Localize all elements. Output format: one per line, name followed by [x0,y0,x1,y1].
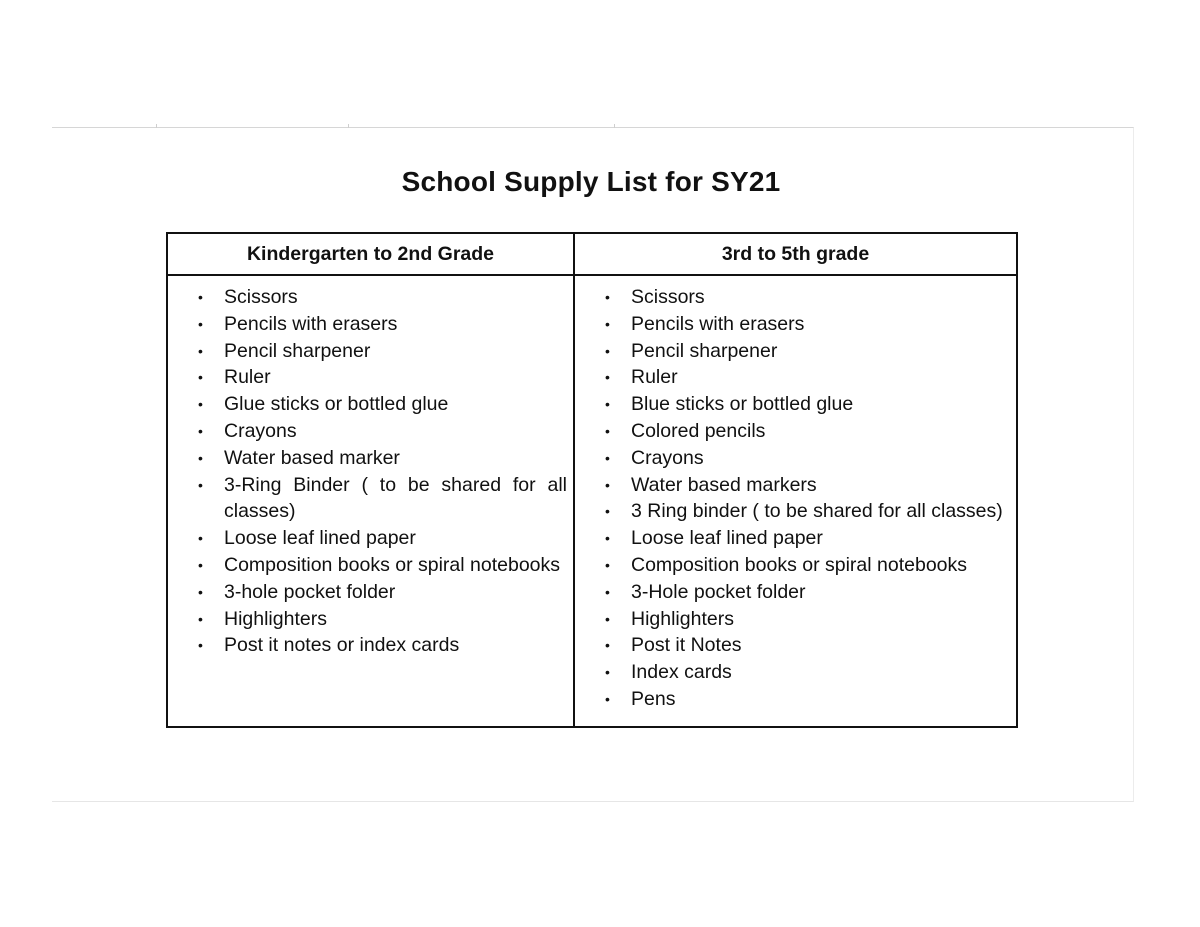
bullet-icon: • [198,396,203,413]
list-item [575,418,1016,445]
3-5-supply-list [575,284,1016,713]
k-2-cell [167,275,574,727]
bullet-icon: • [198,476,203,493]
k-2-supply-list [168,284,573,659]
list-item [575,472,1016,499]
bullet-icon: • [198,530,203,547]
list-item-text: Ruler [224,366,271,389]
bullet-icon: • [605,664,610,681]
list-item-text: Post it notes or index cards [224,634,460,657]
bullet-icon: • [198,342,203,359]
list-item-text: Colored pencils [631,419,766,442]
bullet-icon: • [198,637,203,654]
list-item [168,311,573,338]
list-item [168,338,573,365]
list-item [168,606,573,633]
3-5-cell [574,275,1017,727]
list-item-text: Water based marker [224,446,400,469]
list-item [575,606,1016,633]
bullet-icon: • [198,369,203,386]
bullet-icon: • [605,583,610,600]
bullet-icon: • [605,503,610,520]
list-item-text: Pencil sharpener [224,339,371,362]
list-item [168,284,573,311]
bullet-icon: • [605,690,610,707]
bullet-icon: • [605,289,610,305]
list-item [168,525,573,552]
bullet-icon: • [605,556,610,573]
list-item-text: Composition books or spiral notebooks [224,553,561,576]
bullet-icon: • [605,530,610,547]
bullet-icon: • [605,610,610,627]
list-item-text: Loose leaf lined paper [224,527,416,550]
bullet-icon: • [198,422,203,439]
bullet-icon: • [605,422,610,439]
ruler-tick [614,124,615,128]
ruler-tick [156,124,157,128]
list-item-text: Scissors [224,286,298,308]
list-item-text: Water based markers [631,473,817,496]
document-title: School Supply List for SY21 [401,166,781,197]
list-item [575,552,1016,579]
list-item [575,579,1016,606]
ruler-tick [348,124,349,128]
column-header-3-5: 3rd to 5th grade [574,233,1017,275]
list-item-text: 3-hole pocket folder [224,580,396,603]
list-item-text: Highlighters [631,607,734,630]
list-item-text: Post it Notes [631,634,742,657]
list-item [575,632,1016,659]
list-item [575,659,1016,686]
list-item-text: Scissors [631,286,705,308]
list-item [575,311,1016,338]
list-item [575,364,1016,391]
list-item [575,498,1016,525]
bullet-icon: • [198,583,203,600]
bullet-icon: • [198,289,203,305]
list-item-text: 3 Ring binder ( to be shared for all classes) [631,500,1003,523]
list-item-text: Crayons [224,419,297,442]
table-header-row [167,233,1017,275]
list-item-text: Ruler [631,366,678,389]
bullet-icon: • [605,476,610,493]
list-item [168,579,573,606]
list-item-text: Pens [631,687,676,710]
supply-table [166,232,1018,728]
list-item [168,418,573,445]
list-item [168,632,573,659]
list-item [575,686,1016,713]
list-item [575,284,1016,311]
bullet-icon: • [605,342,610,359]
bullet-icon: • [605,315,610,332]
bullet-icon: • [198,449,203,466]
bullet-icon: • [605,396,610,413]
list-item [575,338,1016,365]
list-item-text: Crayons [631,446,704,469]
list-item-text: 3-Hole pocket folder [631,580,806,603]
list-item [168,364,573,391]
list-item-text: Pencils with erasers [224,312,398,335]
bullet-icon: • [198,610,203,627]
list-item [168,445,573,472]
list-item [168,391,573,418]
list-item-text: 3-Ring Binder ( to be shared for all classes) [224,473,567,523]
list-item-text: Pencils with erasers [631,312,805,335]
list-item [575,445,1016,472]
bullet-icon: • [605,449,610,466]
bullet-icon: • [605,369,610,386]
column-header-k-2: Kindergarten to 2nd Grade [167,233,574,275]
list-item-text: Glue sticks or bottled glue [224,393,449,416]
list-item [168,552,573,579]
bullet-icon: • [198,556,203,573]
bullet-icon: • [198,315,203,332]
list-item-text: Loose leaf lined paper [631,527,823,550]
list-item-text: Blue sticks or bottled glue [631,393,854,416]
bullet-icon: • [605,637,610,654]
list-item [168,472,573,526]
list-item [575,525,1016,552]
table-body-row [167,275,1017,727]
list-item-text: Pencil sharpener [631,339,778,362]
list-item-text: Highlighters [224,607,327,630]
list-item [575,391,1016,418]
list-item-text: Index cards [631,661,732,684]
list-item-text: Composition books or spiral notebooks [631,553,968,576]
